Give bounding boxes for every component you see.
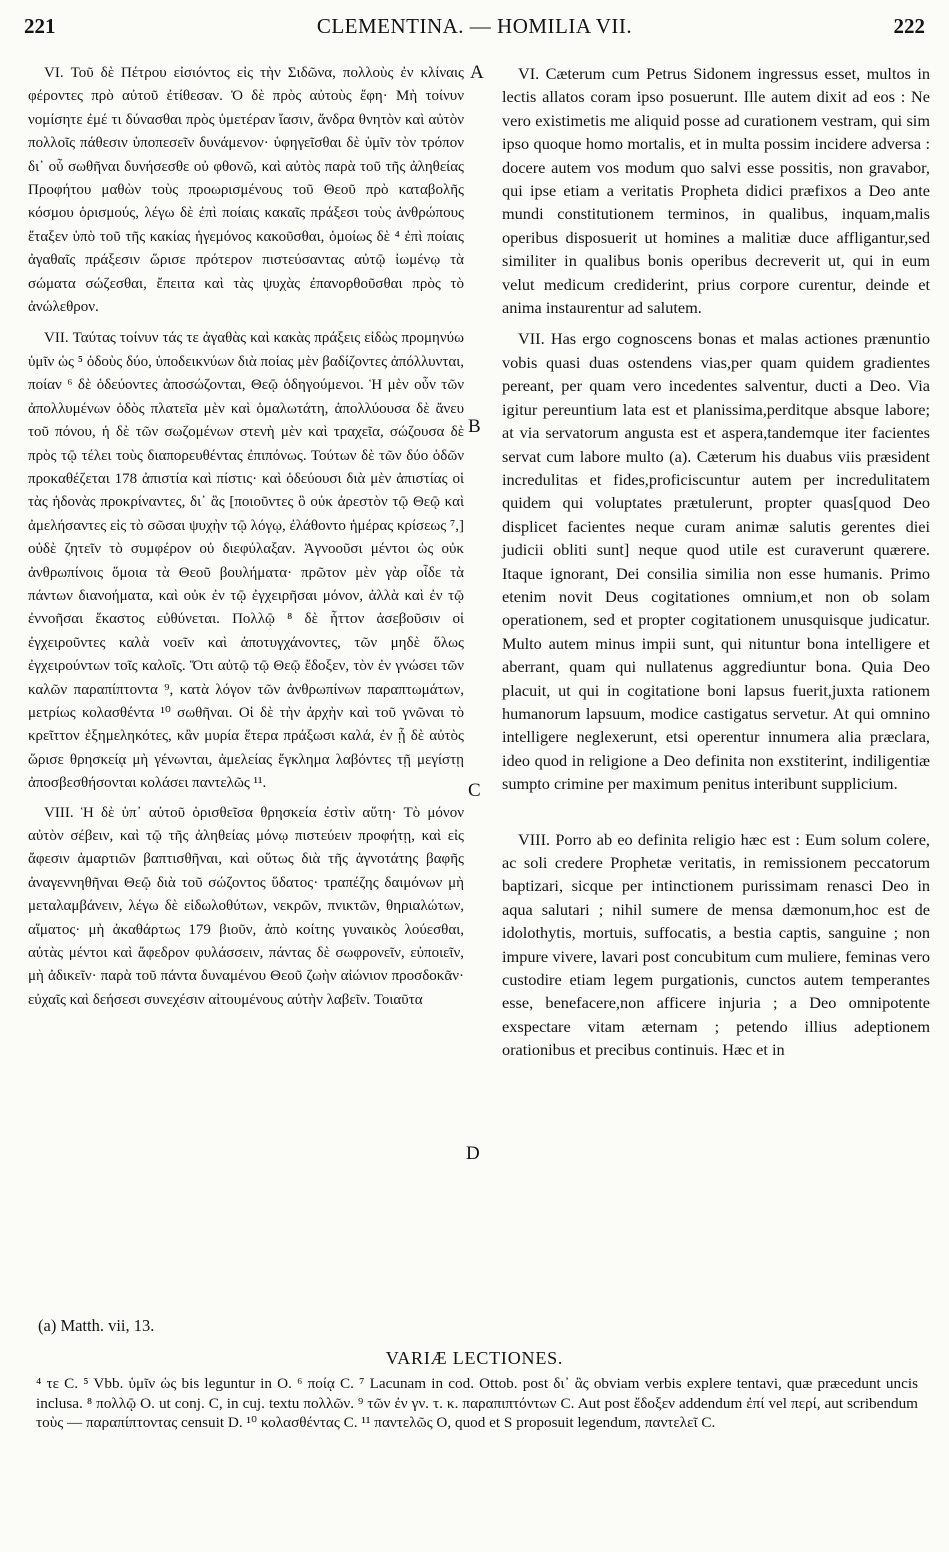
greek-section-8: VIII. Ἡ δὲ ὑπ᾽ αὐτοῦ ὁρισθεῖσα θρησκεία ἐστὶν αὕτη· Τὸ μόνον αὐτὸν σέβειν, καὶ τῷ τῆς ἀληθείας μόνῳ πιστεύειν προφήτῃ, καὶ εἰς ἄφεσιν ἁμαρτιῶν βαπτισθῆναι, καὶ οὕτως διὰ τῆς ἁγνοτάτης βαφῆς ἀναγεννηθῆναι Θεῷ διὰ τοῦ σώζοντος ὕδατος· τραπέζης δαιμόνων μὴ μεταλαμβάνειν, λέγω δὲ εἰδωλοθύτων, νεκρῶν, πνικτῶν, θηριαλώτων, αἵματος· μὴ ἀκαθάρτως 179 βιοῦν, ἀπὸ κοίτης γυναικὸς λούεσθαι, αὐτὰς μέντοι καὶ ἄφεδρον φυλάσσειν, πάντας δὲ σωφρονεῖν, εὐποιεῖν, μὴ ἀδικεῖν· παρὰ τοῦ πάντα δυναμένου Θεοῦ ζωὴν αἰώνιον προσδοκᾶν· εὐχαῖς καὶ δεήσεσι συνεχέσιν αἰτουμένους αὐτὴν λαβεῖν. Τοιαῦτα	[28, 804, 464, 1008]
page-number-right: 222	[893, 14, 925, 38]
margin-marker-b: B	[468, 416, 481, 437]
greek-column	[28, 62, 464, 1012]
margin-marker-c: C	[468, 780, 481, 801]
latin-section-6: VI. Cæterum cum Petrus Sidonem ingressus esset, multos in lectis allatos coram ipso posuerunt. Ille autem dixit ad eos : Ne vero existimetis me aliquid posse ad curationem vestram, qui sim ipso quoque homo mortalis, et in multa possim incidere adversa : docere autem vos modum quo salvi esse possitis, non gravabor, qui ipse etiam a veritatis Propheta didici præfixos a Deo ante mundi constitutionem terminos, in qualibus, inquam,malis operibus disposuerit ut homines a malitiæ duce affligantur,sed similiter in qualibus bonis operibus decreverit ut, qui in eum velut medicum crediderint, prius corpore curentur, deinde et anima instaurentur ad salutem.	[502, 64, 930, 318]
latin-column	[502, 62, 930, 1062]
running-header	[24, 14, 925, 48]
greek-section-6: VI. Τοῦ δὲ Πέτρου εἰσιόντος εἰς τὴν Σιδῶνα, πολλοὺς ἐν κλίναις φέροντες πρὸ αὐτοῦ ἐτίθεσαν. Ὁ δὲ πρὸς αὐτοὺς ἔφη· Μὴ τοίνυν νομίσητε ἐμέ τι δύνασθαι πρὸς ὑμετέραν ἴασιν, ἄνδρα θνητὸν καὶ αὐτὸν πολλοῖς πάθεσιν ὑποπεσεῖν δυνάμενον· ὑφηγεῖσθαι δὲ ὑμῖν τὸν τρόπον δι᾽ οὗ σωθῆναι δυνήσεσθε οὐ φθονῶ, καὶ αὐτὸς παρὰ τοῦ τῆς ἀληθείας Προφήτου μαθὼν τοὺς προωρισμένους τοῦ Θεοῦ πρὸ καταβολῆς κόσμου ὁρισμούς, λέγω δὲ ἐπὶ ποίαις κακαῖς πράξεσι τοὺς ἀνθρώπους ἔταξεν ὑπὸ τοῦ τῆς κακίας ἡγεμόνος κακοῦσθαι, ὁμοίως δὲ ⁴ ἐπὶ ποίαις ἀγαθαῖς πράξεσιν ὥρισε πρότερον πιστεύσαντας αὐτῷ ἰωμένῳ τὰ σώματα σώζεσθαι, ἔπειτα καὶ τὰς ψυχὰς ἐπανορθοῦσθαι πρὸς τὸ ἀνώλεθρον.	[28, 65, 464, 316]
greek-section-7: VII. Ταύτας τοίνυν τάς τε ἀγαθὰς καὶ κακὰς πράξεις εἰδὼς προμηνύω ὑμῖν ὡς ⁵ ὁδοὺς δύο, ὑποδεικνύων διὰ ποίας μὲν βαδίζοντες ἀπόλλυνται, ποίαν ⁶ δὲ ὁδεύοντες ἀποσώζονται, Θεῷ ὁδηγούμενοι. Ἡ μὲν οὖν τῶν ἀπολλυμένων ὁδὸς πλατεῖα μὲν καὶ ὁμαλωτάτη, ἀπολλύουσα δὲ ἄνευ τοῦ πόνου, ἡ δὲ τῶν σωζομένων στενὴ μὲν καὶ τραχεῖα, σώζουσα δὲ πρὸς τῷ τέλει τοὺς διαπορευθέντας ἐπιπόνως. Τούτων δὲ τῶν δύο ὁδῶν προκαθέζεται 178 ἀπιστία καὶ πίστις· καὶ ὁδεύουσι διὰ μὲν ἀπιστίας οἱ τὰς ἡδονὰς προκρίναντες, δι᾽ ἃς [ποιοῦντες ὃ οὐκ ἀρεστὸν τῷ Θεῷ καὶ ἀμελήσαντες εἰς τὸ σῶσαι ψυχὴν τῷ λόγῳ, ἐλάθοντο ἡμέρας κρίσεως ⁷,] οὐδὲ ζητεῖν τὸ συμφέρον οὐ διεφύλαξαν. Ἀγνοοῦσι μέντοι ὡς οὐκ ἀνθρωπίνοις ὅμοια τὰ Θεοῦ βουλήματα· πρῶτον μὲν γὰρ οἶδε τὰ πάντων διανοήματα, καὶ οὐκ ἐν τῷ ἐγχειρῆσαι μόνον, ἀλλὰ καὶ ἐν τῷ ἐννοῆσαι ἕκαστος εὐθύνεται. Πολλῷ ⁸ δὲ ἧττον ἀσεβοῦσιν οἱ ἐγχειροῦντες καλὰ νοεῖν καὶ ἀποτυγχάνοντες, τῶν μηδὲ ὅλως ἐγχειρούντων τοῖς καλοῖς. Ὅτι αὐτῷ τῷ Θεῷ ἔδοξεν, τὸν ἐν γνώσει τῶν καλῶν παραπίπτοντα ⁹, κατὰ λόγον τῶν ἀνθρωπίνων παραπτωμάτων, μετρίως κολασθέντα ¹⁰ σωθῆναι. Οἱ δὲ τὴν ἀρχὴν καὶ τοῦ γνῶναι τὸ κρεῖττον ἐξημεληκότες, κἂν μυρία ἕτερα πράξωσι καλά, ἐν ᾗ δὲ αὐτὸς ὥρισε θρησκείᾳ μὴ γένωνται, ἀμελείας ἔγκλημα λαβόντες τῇ μεγίστῃ ἀποσβεσθήσονται κολάσει παντελῶς ¹¹.	[28, 330, 464, 792]
margin-marker-d: D	[466, 1143, 480, 1164]
page-number-left: 221	[24, 14, 56, 38]
latin-section-7: VII. Has ergo cognoscens bonas et malas actiones prænuntio vobis quasi duas ostendens vias,per quam quidem gradientes pereant, per quam vero incedentes salventur, ducti a Deo. Via igitur pereuntium lata est et planissima,perditque absque labore; at via servatorum angusta est et aspera,tandemque iter facientes servat cum labore multo (a). Cæterum his duabus viis præsident incredulitas et fides,proficiscuntur autem per incredulitatem quidem qui voluptates prætulerunt, propter quas[quod Deo displicet facientes neque curam animæ salutis gerentes diei judicii obliti sunt] neque quod utile est curaverunt quærere. Itaque ignorant, Dei consilia similia non esse humanis. Primo etenim novit Deus cogitationes omnium,et non ob solam operationem, sed et propter cogitationem unusquisque judicatur. Multo autem minus impii sunt, qui nituntur bona intelligere et aberrant, quam qui nullatenus aggrediuntur bona. Quia Deo placuit, ut qui in cogitatione boni lapsus fuerit,juxta rationem humanorum lapsuum, modice castigatus servetur. At qui omnino intelligere neglexerunt, etsi operentur innumera alia præclara, ideo quod in religione a Deo definita non exstiterint, indiligentiæ sumpto crimine per maximum penitus interibunt supplicium.	[502, 329, 930, 794]
margin-marker-a: A	[470, 62, 484, 83]
variae-lectiones-heading: VARIÆ LECTIONES.	[385, 1348, 564, 1368]
variae-lectiones-text: ⁴ τε C. ⁵ Vbb. ὑμῖν ὡς bis leguntur in O. ⁶ ποίᾳ C. ⁷ Lacunam in cod. Ottob. post δι᾽ ἃς obviam verbis explere tentavi, quæ præcedunt uncis inclusa. ⁸ πολλῷ O. ut conj. C, in cuj. textu πολλῶν. ⁹ τῶν ἐν γν. τ. κ. παραπιπτόντων C. Aut post ἔδοξεν addendum ἐπί vel περί, aut scribendum τοὺς — παραπίπτοντας censuit D. ¹⁰ κολασθέντας C. ¹¹ παντελῶς O, quod et S proposuit legendum, παντελεῖ C.	[36, 1375, 918, 1431]
latin-section-8: VIII. Porro ab eo definita religio hæc est : Eum solum colere, ac soli credere Prophetæ veritatis, in remissionem peccatorum baptizari, sicque per intinctionem purissimam renasci Deo in aqua salutari ; nihil sumere de mensa dæmonum,hoc est de idolothytis, mortuis, suffocatis, a bestia captis, sanguine ; non impure vivere, lavari post concubitum cum muliere, feminas vero custodire etiam legem purgationis, cunctos autem temperantes esse, benefacere,non afficere injuria ; a Deo omnipotente exspectare vitam æternam ; petendo illius adeptionem orationibus et precibus continuis. Hæc et in	[502, 829, 930, 1060]
footnote: (a) Matth. vii, 13.	[38, 1316, 155, 1335]
running-title: CLEMENTINA. — HOMILIA VII.	[316, 14, 633, 38]
